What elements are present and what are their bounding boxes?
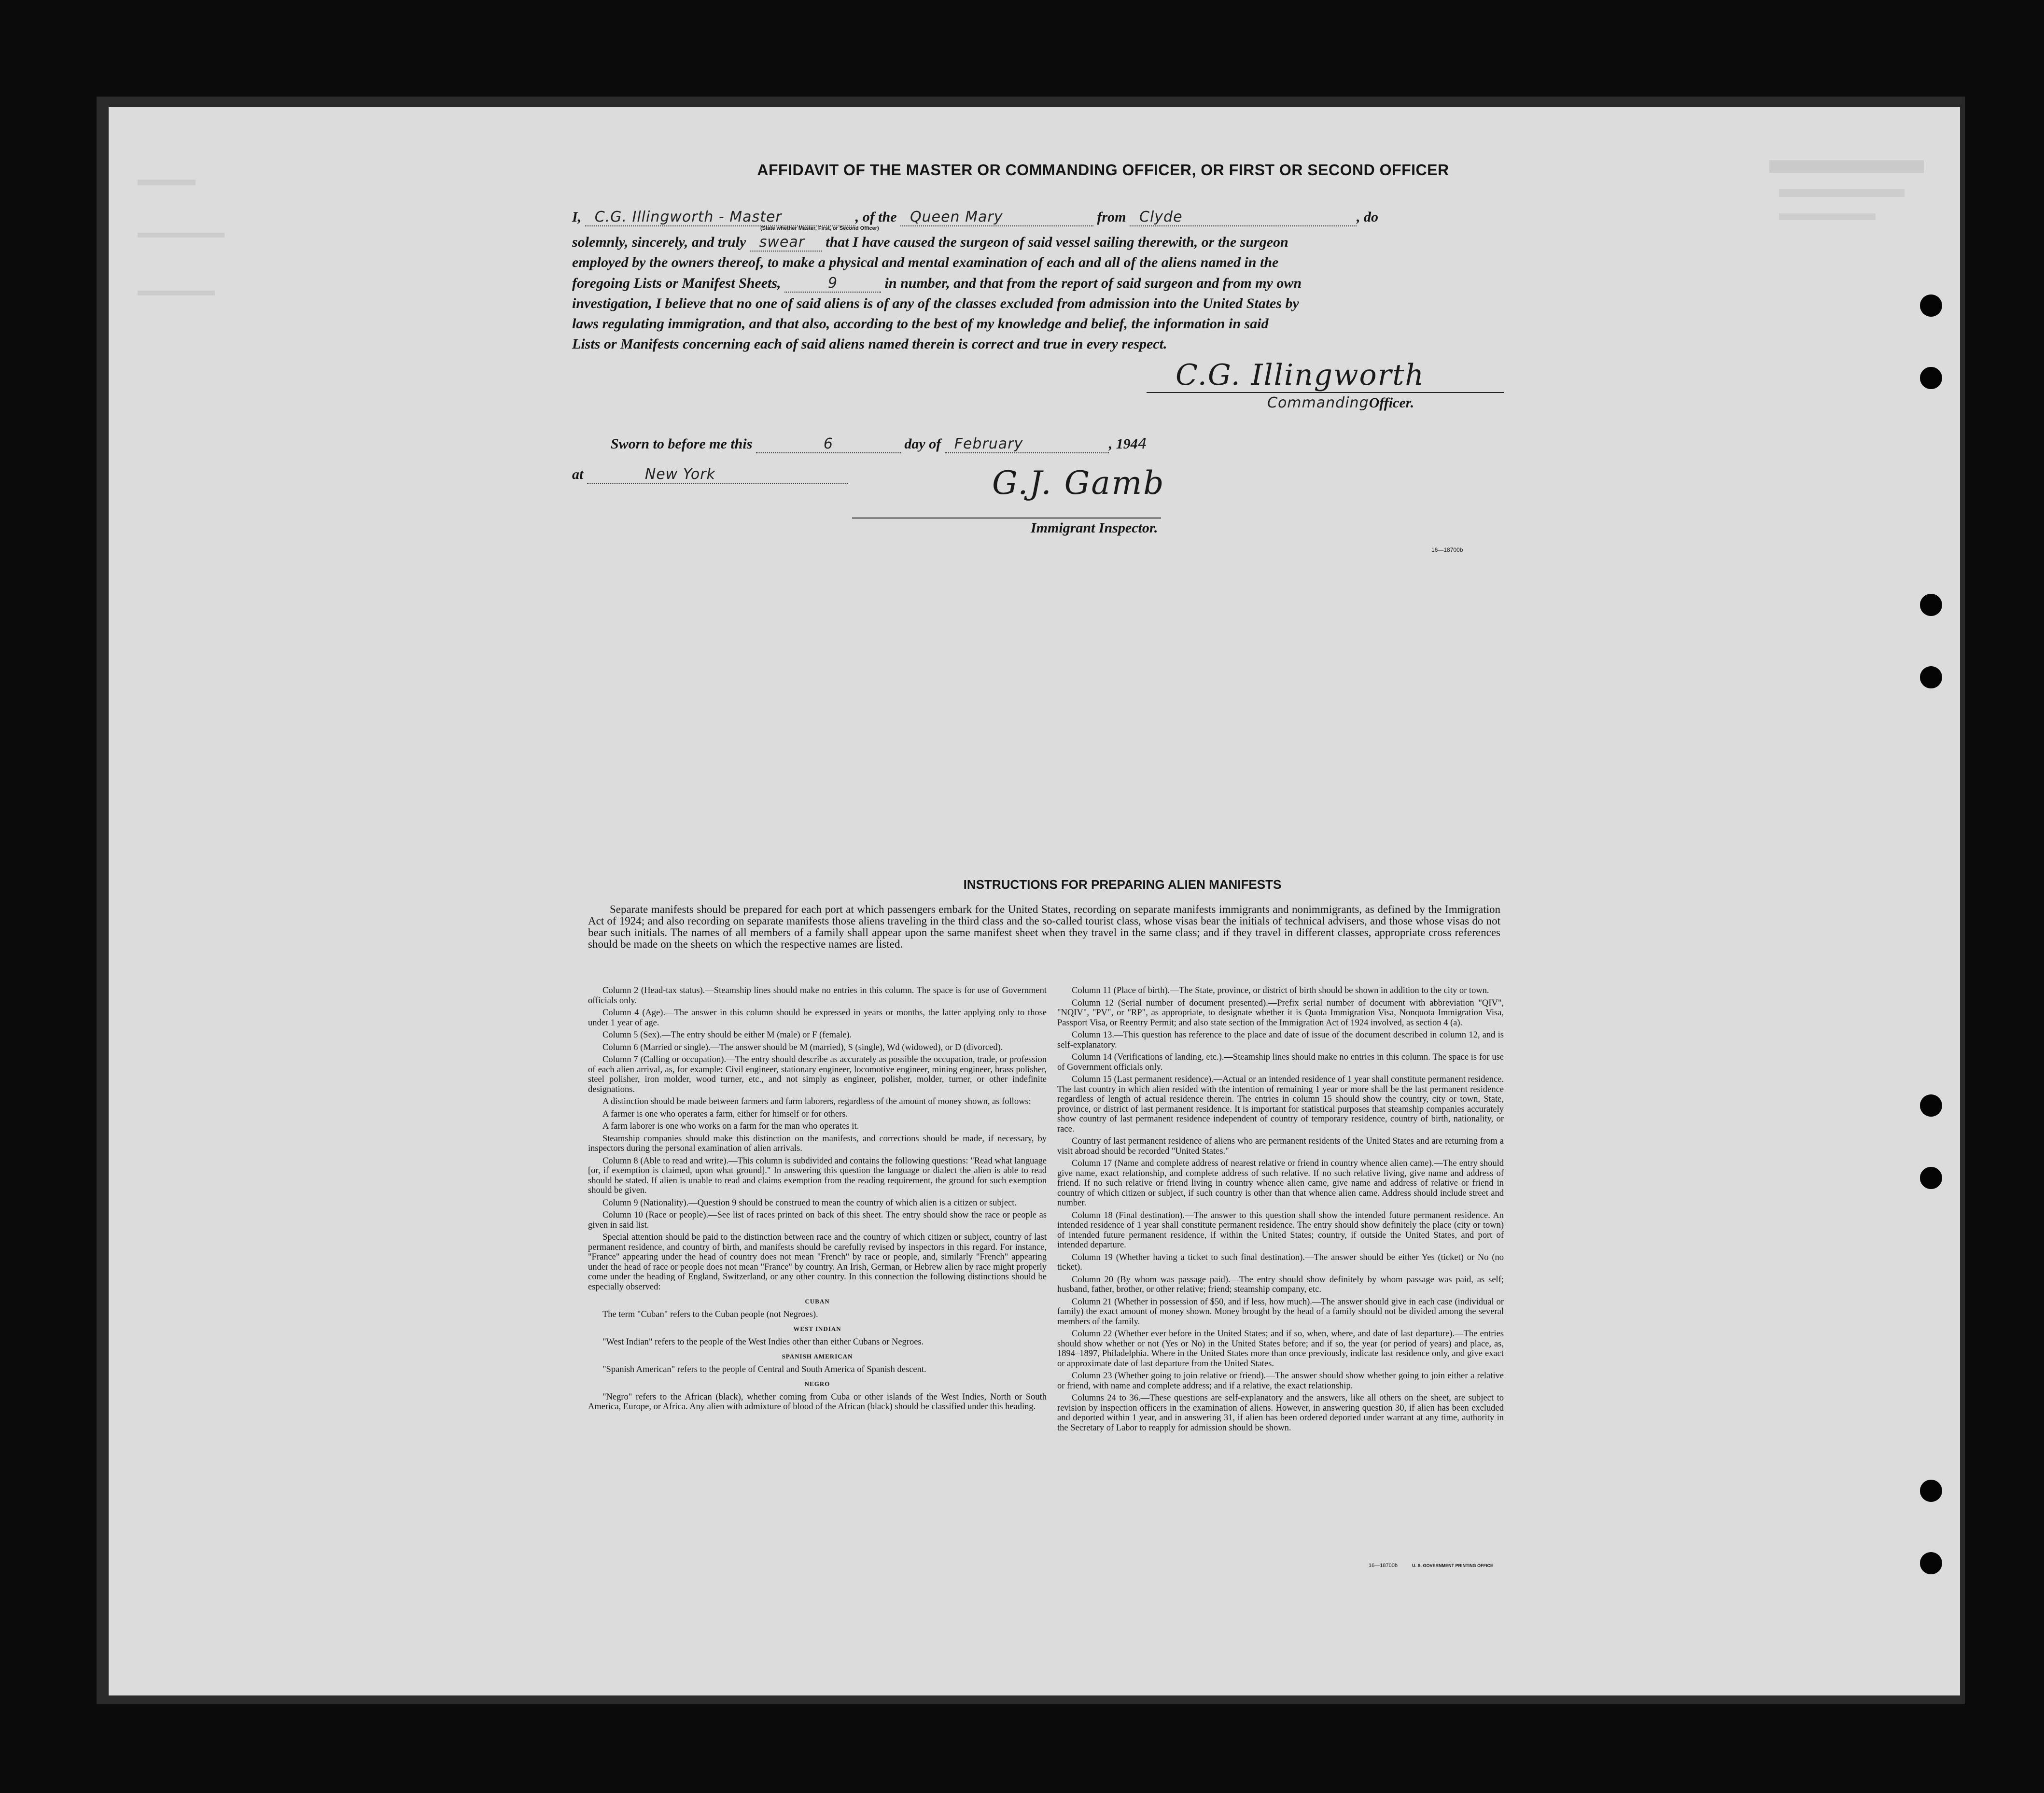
footer-printing-office: U. S. GOVERNMENT PRINTING OFFICE xyxy=(1412,1563,1494,1568)
punch-hole xyxy=(1920,666,1942,688)
port-field: Clyde xyxy=(1139,209,1183,225)
section-heading-west-indian: WEST INDIAN xyxy=(793,1325,841,1332)
section-heading-spanish-american: SPANISH AMERICAN xyxy=(782,1353,853,1360)
instruction-paragraph: Column 8 (Able to read and write).—This column is subdivided and contains the following questions: "Read what language [or, if exemption is claimed, upon what ground]." In answering this question the language or dialect the alien is able to read should be stated. If alien is unable to read and claims exemption from the reading requirement, the ground for such exemption should be given. xyxy=(588,1156,1047,1195)
officer-label: CommandingOfficer. xyxy=(1267,394,1414,411)
instruction-paragraph: Column 20 (By whom was passage paid).—The entry should show definitely by whom passage was paid, as self; husband, father, brother, or other relative; friend; steamship company, etc. xyxy=(1057,1275,1504,1294)
instruction-paragraph: Column 12 (Serial number of document presented).—Prefix serial number of document with abbreviation "QIV", "NQIV", "PV", or "RP", as appropriate, to designate whether it is Quota Immigration Visa, Nonquota Immigration Visa, Passport Visa, or Reentry Permit; and also state section of the Immigration Act of 1924 involved, as section 4 (a). xyxy=(1057,998,1504,1028)
punch-hole xyxy=(1920,1167,1942,1189)
instruction-paragraph: Columns 24 to 36.—These questions are self-explanatory and the answers, like all others on the sheet, are subject to revision by inspection officers in the examination of aliens. However, in answering question 30, if alien has been excluded and deported within 1 year, and in answering 31, if alien has been ordered deported under warrant at any time, authority in the Secretary of Labor to reapply for admission should be shown. xyxy=(1057,1393,1504,1433)
instruction-paragraph: A farm laborer is one who works on a farm for the man who operates it. xyxy=(602,1121,859,1131)
sworn-at-line: at New York xyxy=(572,466,848,484)
punch-hole xyxy=(1920,1094,1942,1117)
affidavit-line-6: laws regulating immigration, and that also, according to the best of my knowledge and belief, the information in said xyxy=(572,316,1269,332)
instruction-paragraph: Column 15 (Last permanent residence).—Actual or an intended residence of 1 year shall constitute permanent residence. The last country in which alien resided with the intention of remaining 1 year or more shall be the last permanent residence regardless of length of actual residence therein. The entries in column 15 should show the country, city or town, State, province, or district of last permanent residence. It is important for statistical purposes that steamship companies accurately show country of last permanent residence independent of country of temporary residence, country of birth, nationality, or race. xyxy=(1057,1075,1504,1134)
signature-line xyxy=(1147,392,1504,393)
form-number: 16—18700b xyxy=(1431,546,1463,553)
instruction-paragraph: Column 18 (Final destination).—The answer to this question shall show the intended future permanent residence. An intended residence of 1 year shall constitute permanent residence. The entry should show definitely the place (city or town) of intended future permanent residence, if within the United States; country, if outside the United States, and port of intended departure. xyxy=(1057,1210,1504,1250)
instructions-intro: Separate manifests should be prepared for each port at which passengers embark for the United States, recording on separate manifests immigrants and nonimmigrants, as defined by the Immigration Act of 1924; and also recording on separate manifests those aliens traveling in the third class and the so-called tourist class, whose visas bear the initials of technical advisers, and those whose visas do not bear such initials. The names of all members of a family shall appear upon the same manifest sheet when they travel in the same class; and if they travel in different classes, appropriate cross references should be made on the sheets on which the respective names are listed. xyxy=(588,903,1500,950)
instruction-paragraph: Column 11 (Place of birth).—The State, province, or district of birth should be shown in addition to the city or town. xyxy=(1072,986,1489,995)
sheet-count-field: 9 xyxy=(828,275,838,292)
punch-hole xyxy=(1920,367,1942,389)
instructions-left-column xyxy=(588,986,1047,1415)
instruction-paragraph: Column 22 (Whether ever before in the United States; and if so, when, where, and date of last departure).—The entries should show whether or not (Yes or No) in the United States before; and if so, the year (or period of years) and place, as, 1894–1897, Philadelphia. Where in the United States more than once previously, indicate last residence only, and give exact or approximate date of last departure from the United States. xyxy=(1057,1329,1504,1369)
instruction-paragraph: A farmer is one who operates a farm, either for himself or for others. xyxy=(602,1109,848,1119)
punch-hole xyxy=(1920,594,1942,616)
section-heading-negro: NEGRO xyxy=(804,1380,830,1387)
affidavit-line-4: foregoing Lists or Manifest Sheets, 9 in number, and that from the report of said surgeon and from my own xyxy=(572,275,1302,292)
instruction-paragraph: Column 23 (Whether going to join relative or friend).—The answer should show whether going to join either a relative or friend, with name and complete address; and if a relative, the exact relationship. xyxy=(1057,1371,1504,1391)
instruction-paragraph: Column 13.—This question has reference to the place and date of issue of the document described in column 12, and is self-explanatory. xyxy=(1057,1030,1504,1050)
affidavit-line-5: investigation, I believe that no one of said aliens is of any of the classes excluded from admission into the United States by xyxy=(572,295,1299,311)
instruction-paragraph: Column 9 (Nationality).—Question 9 should be construed to mean the country of which alien is a citizen or subject. xyxy=(602,1198,1017,1208)
instruction-paragraph: "West Indian" refers to the people of the West Indies other than either Cubans or Negroes. xyxy=(602,1337,924,1347)
affidavit-line-1: I, C.G. Illingworth - Master , of the Queen Mary from Clyde , do xyxy=(572,209,1379,225)
instruction-paragraph: The term "Cuban" refers to the Cuban people (not Negroes). xyxy=(602,1309,818,1319)
sworn-line: Sworn to before me this 6 day of February , 1944 xyxy=(611,435,1148,452)
affidavit-line-7: Lists or Manifests concerning each of said aliens named therein is correct and true in every respect. xyxy=(572,336,1167,352)
affidavit-line-2: solemnly, sincerely, and truly swear that I have caused the surgeon of said vessel sailing therewith, or the surgeon xyxy=(572,234,1288,251)
inspector-label: Immigrant Inspector. xyxy=(1031,520,1158,536)
instruction-paragraph: "Negro" refers to the African (black), whether coming from Cuba or other islands of the West Indies, North or South America, Europe, or Africa. Any alien with admixture of blood of the African (black) should be classified under this heading. xyxy=(588,1392,1047,1412)
affidavit-title: AFFIDAVIT OF THE MASTER OR COMMANDING OFFICER, OR FIRST OR SECOND OFFICER xyxy=(757,161,1449,179)
bleed-through-left xyxy=(138,180,234,339)
officer-rank-field: Commanding xyxy=(1267,394,1369,411)
instruction-paragraph: Column 2 (Head-tax status).—Steamship lines should make no entries in this column. The space is for use of Government officials only. xyxy=(588,986,1047,1006)
affidavit-i: I, xyxy=(572,209,582,225)
master-signature: C.G. Illingworth xyxy=(1176,358,1425,392)
punch-hole xyxy=(1920,1480,1942,1502)
instruction-paragraph: "Spanish American" refers to the people of Central and South America of Spanish descent. xyxy=(602,1364,926,1374)
master-name-field: C.G. Illingworth - Master xyxy=(594,209,782,225)
instruction-paragraph: Column 6 (Married or single).—The answer should be M (married), S (single), Wd (widowed), or D (divorced). xyxy=(602,1042,1003,1052)
instruction-paragraph: Column 19 (Whether having a ticket to such final destination).—The answer should be either Yes (ticket) or No (no ticket). xyxy=(1057,1252,1504,1272)
instruction-paragraph: Steamship companies should make this distinction on the manifests, and corrections should be made, if necessary, by inspectors during the personal examination of alien arrivals. xyxy=(588,1134,1047,1153)
instruction-paragraph: Special attention should be paid to the distinction between race and the country of which citizen or subject, country of last permanent residence, and country of birth, and manifests should be carefully revised by inspectors in this regard. For instance, "France" appearing under the head of country does not mean "French" by race or people, and, similarly "French" appearing under the head of race or people does not mean "France" by country. An Irish, German, or Hebrew alien by race might properly come under the heading of England, Switzerland, or any other country. In this connection the following distinctions should be especially observed: xyxy=(588,1233,1047,1292)
instruction-paragraph: Column 17 (Name and complete address of nearest relative or friend in country whence alien came).—The entry should give name, exact relationship, and complete address of such relative. If no such relative living, give name and address of friend. If no such relative or friend living in country whence alien came, give name and address of relative or friend in country of which citizen or subject, if such country is other than that whence alien came. Address should include street and number. xyxy=(1057,1159,1504,1208)
oath-field: swear xyxy=(759,234,805,251)
footer-form-number: 16—18700b xyxy=(1369,1563,1398,1569)
instructions-title: INSTRUCTIONS FOR PREPARING ALIEN MANIFESTS xyxy=(963,877,1282,892)
officer-rank-note: (State whether Master, First, or Second Officer) xyxy=(760,225,879,231)
punch-hole xyxy=(1920,294,1942,317)
instruction-paragraph: Column 7 (Calling or occupation).—The entry should describe as accurately as possible the occupation, trade, or profession of each alien arrival, as, for example: Civil engineer, stationary engineer, locomotive engineer, mining engineer, brass polisher, steel polisher, iron molder, wood turner, etc., and not simply as engineer, polisher, molder, turner, or other indefinite designations. xyxy=(588,1055,1047,1094)
day-field: 6 xyxy=(823,435,833,452)
year-field: 4 xyxy=(1137,435,1148,452)
place-field: New York xyxy=(644,466,715,483)
affidavit-line-3: employed by the owners thereof, to make a physical and mental examination of each and all of the aliens named in the xyxy=(572,254,1279,270)
punch-hole xyxy=(1920,1552,1942,1574)
instruction-paragraph: Column 14 (Verifications of landing, etc.).—Steamship lines should make no entries in this column. The space is for use of Government officials only. xyxy=(1057,1052,1504,1072)
bleed-through xyxy=(1769,160,1924,305)
instruction-paragraph: Column 21 (Whether in possession of $50, and if less, how much).—The answer should give in each case (individual or family) the exact amount of money shown. Money brought by the head of a family should not be divided among the several members of the family. xyxy=(1057,1297,1504,1327)
instructions-right-column xyxy=(1057,986,1504,1435)
document-page xyxy=(109,107,1960,1695)
instruction-paragraph: A distinction should be made between farmers and farm laborers, regardless of the amount of money shown, as follows: xyxy=(602,1097,1031,1107)
inspector-signature: G.J. Gamb xyxy=(992,464,1165,502)
section-heading-cuban: CUBAN xyxy=(805,1298,830,1305)
month-field: February xyxy=(954,435,1023,452)
instruction-paragraph: Column 10 (Race or people).—See list of races printed on back of this sheet. The entry should show the race or people as given in said list. xyxy=(588,1210,1047,1230)
instruction-paragraph: Column 5 (Sex).—The entry should be either M (male) or F (female). xyxy=(602,1030,852,1040)
vessel-name-field: Queen Mary xyxy=(910,209,1003,225)
instruction-paragraph: Column 4 (Age).—The answer in this column should be expressed in years or months, the latter applying only to those under 1 year of age. xyxy=(588,1008,1047,1028)
instruction-paragraph: Country of last permanent residence of aliens who are permanent residents of the United States and are returning from a visit abroad should be recorded "United States." xyxy=(1057,1136,1504,1156)
